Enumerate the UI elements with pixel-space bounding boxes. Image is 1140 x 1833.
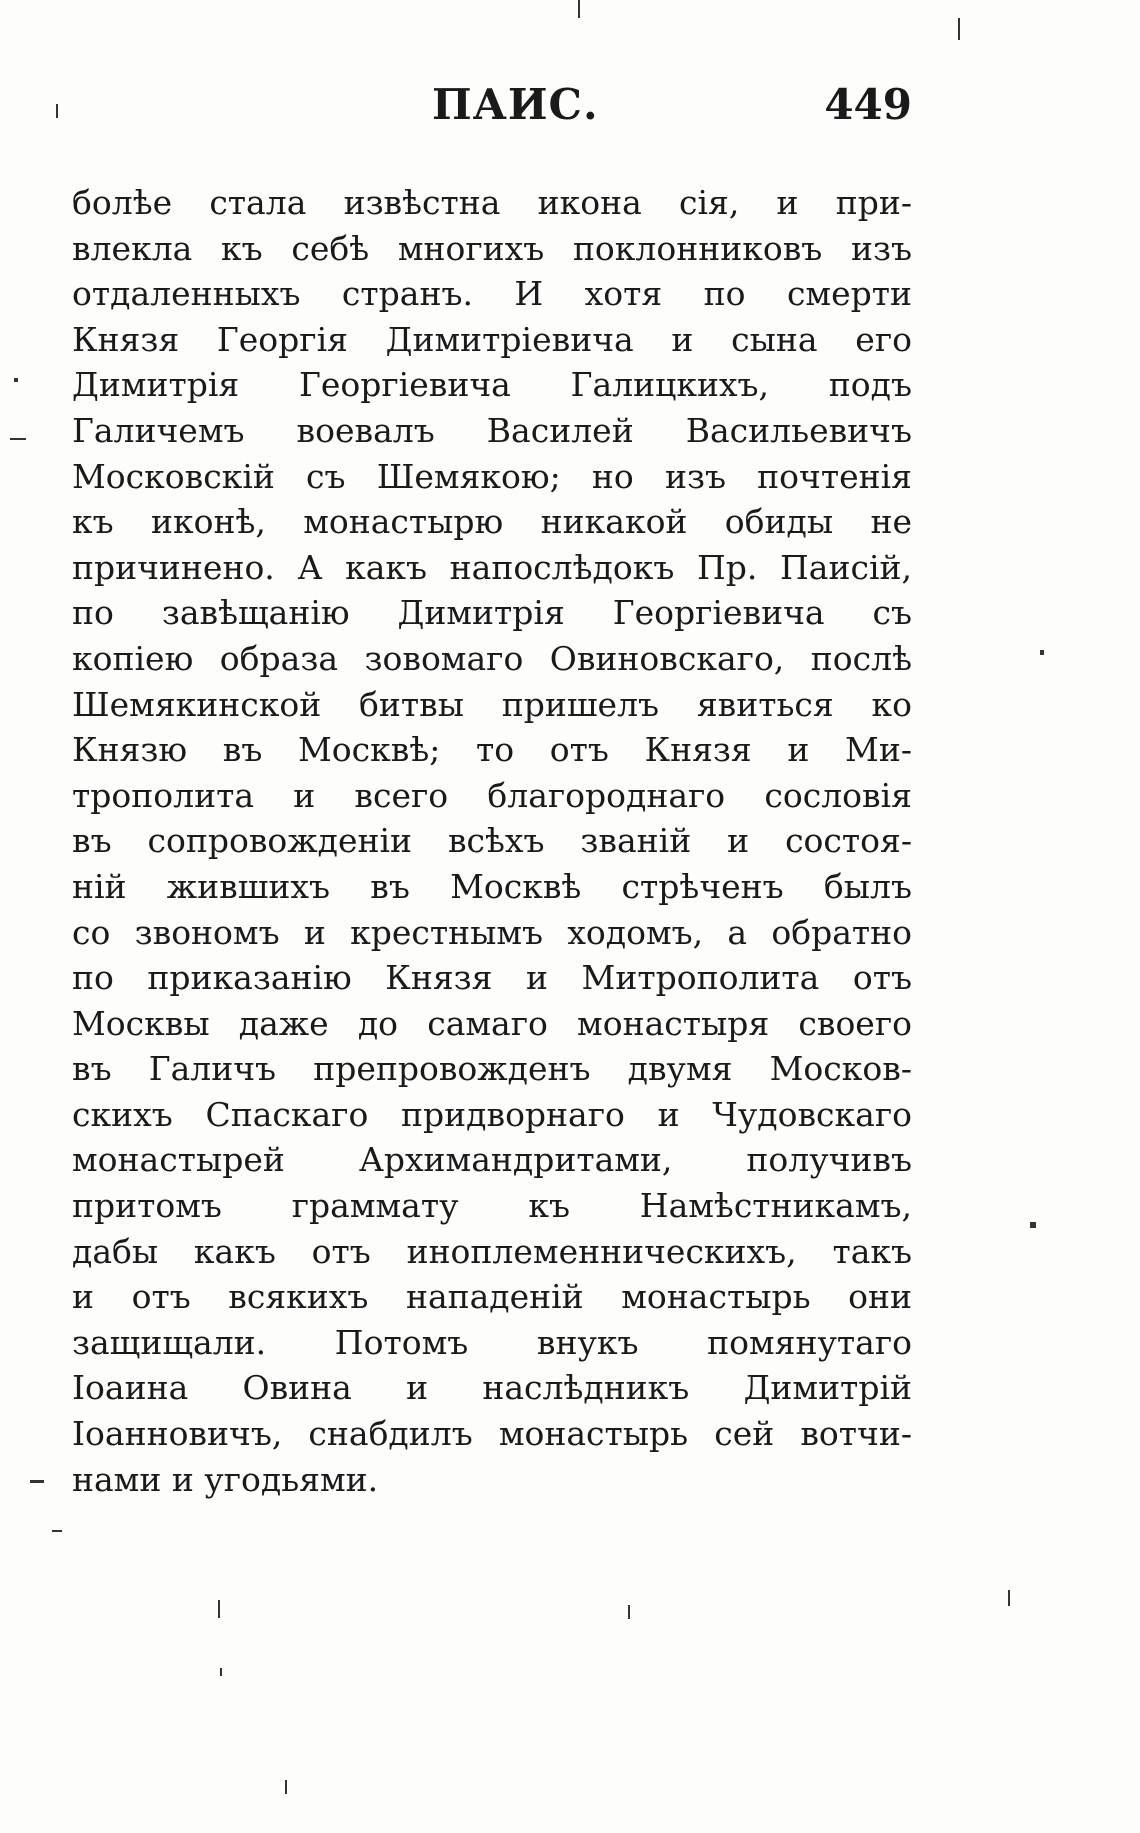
- text-line: Галичемъ воевалъ Василей Васильевичъ: [72, 410, 912, 450]
- page-header: [72, 80, 912, 140]
- text-line: Москвы даже до самаго монастыря своего: [72, 1003, 912, 1043]
- speck: [578, 0, 580, 18]
- text-line: болѣе стала извѣстна икона сія, и при-: [72, 183, 912, 222]
- text-line: ній жившихъ въ Москвѣ стрѣченъ былъ: [72, 866, 912, 906]
- text-line: къ иконѣ, монастырю никакой обиды не: [72, 502, 912, 542]
- text-line: по приказанію Князя и Митрополита отъ: [72, 958, 912, 998]
- running-head: ПАИС.: [432, 80, 599, 129]
- speck: [56, 104, 58, 118]
- text-line: по завѣщанію Димитрія Георгіевича съ: [72, 593, 912, 633]
- text-line: со звономъ и крестнымъ ходомъ, а обратно: [72, 912, 912, 952]
- speck: [218, 1600, 220, 1618]
- speck: [220, 1668, 222, 1676]
- text-line: Іоанновичъ, снабдилъ монастырь сей вотчи-: [72, 1414, 912, 1454]
- text-line: Князя Георгія Димитріевича и сына его: [72, 319, 912, 359]
- page-number: 449: [824, 80, 912, 129]
- text-line: нами и угодьями.: [72, 1459, 379, 1499]
- speck: [628, 1605, 630, 1619]
- text-line: Іоаина Овина и наслѣдникъ Димитрій: [72, 1368, 912, 1408]
- speck: [14, 378, 18, 382]
- text-line: скихъ Спаскаго придворнаго и Чудовскаго: [72, 1094, 912, 1134]
- text-line: защищали. Потомъ внукъ помянутаго: [72, 1322, 912, 1362]
- text-line: Князю въ Москвѣ; то отъ Князя и Ми-: [72, 730, 912, 770]
- text-line: копіею образа зовомаго Овиновскаго, послѣ: [72, 638, 912, 678]
- text-line: и отъ всякихъ нападеній монастырь они: [72, 1277, 912, 1317]
- text-line: Шемякинской битвы пришелъ явиться ко: [72, 684, 912, 724]
- speck: [30, 1480, 44, 1483]
- speck: [10, 438, 26, 440]
- text-line: въ сопровожденіи всѣхъ званій и состоя-: [72, 821, 912, 861]
- speck: [1040, 650, 1044, 655]
- speck: [958, 18, 960, 40]
- text-line: трополита и всего благороднаго сословія: [72, 775, 912, 815]
- body-text: [72, 180, 912, 1502]
- text-line: въ Галичъ препровожденъ двумя Москов-: [72, 1049, 912, 1089]
- speck: [1008, 1590, 1010, 1606]
- text-line: притомъ граммату къ Намѣстникамъ,: [72, 1186, 912, 1226]
- speck: [285, 1780, 287, 1794]
- speck: [52, 1530, 62, 1532]
- text-line: отдаленныхъ странъ. И хотя по смерти: [72, 274, 912, 314]
- text-line: дабы какъ отъ иноплеменническихъ, такъ: [72, 1231, 912, 1271]
- text-line: Московскій съ Шемякою; но изъ почтенія: [72, 456, 912, 496]
- text-line: влекла къ себѣ многихъ поклонниковъ изъ: [72, 228, 912, 268]
- text-line: причинено. А какъ напослѣдокъ Пр. Паисій,: [72, 547, 912, 587]
- text-line: монастырей Архимандритами, получивъ: [72, 1140, 912, 1180]
- text-line: Димитрія Георгіевича Галицкихъ, подъ: [72, 365, 912, 405]
- speck: [1030, 1222, 1036, 1228]
